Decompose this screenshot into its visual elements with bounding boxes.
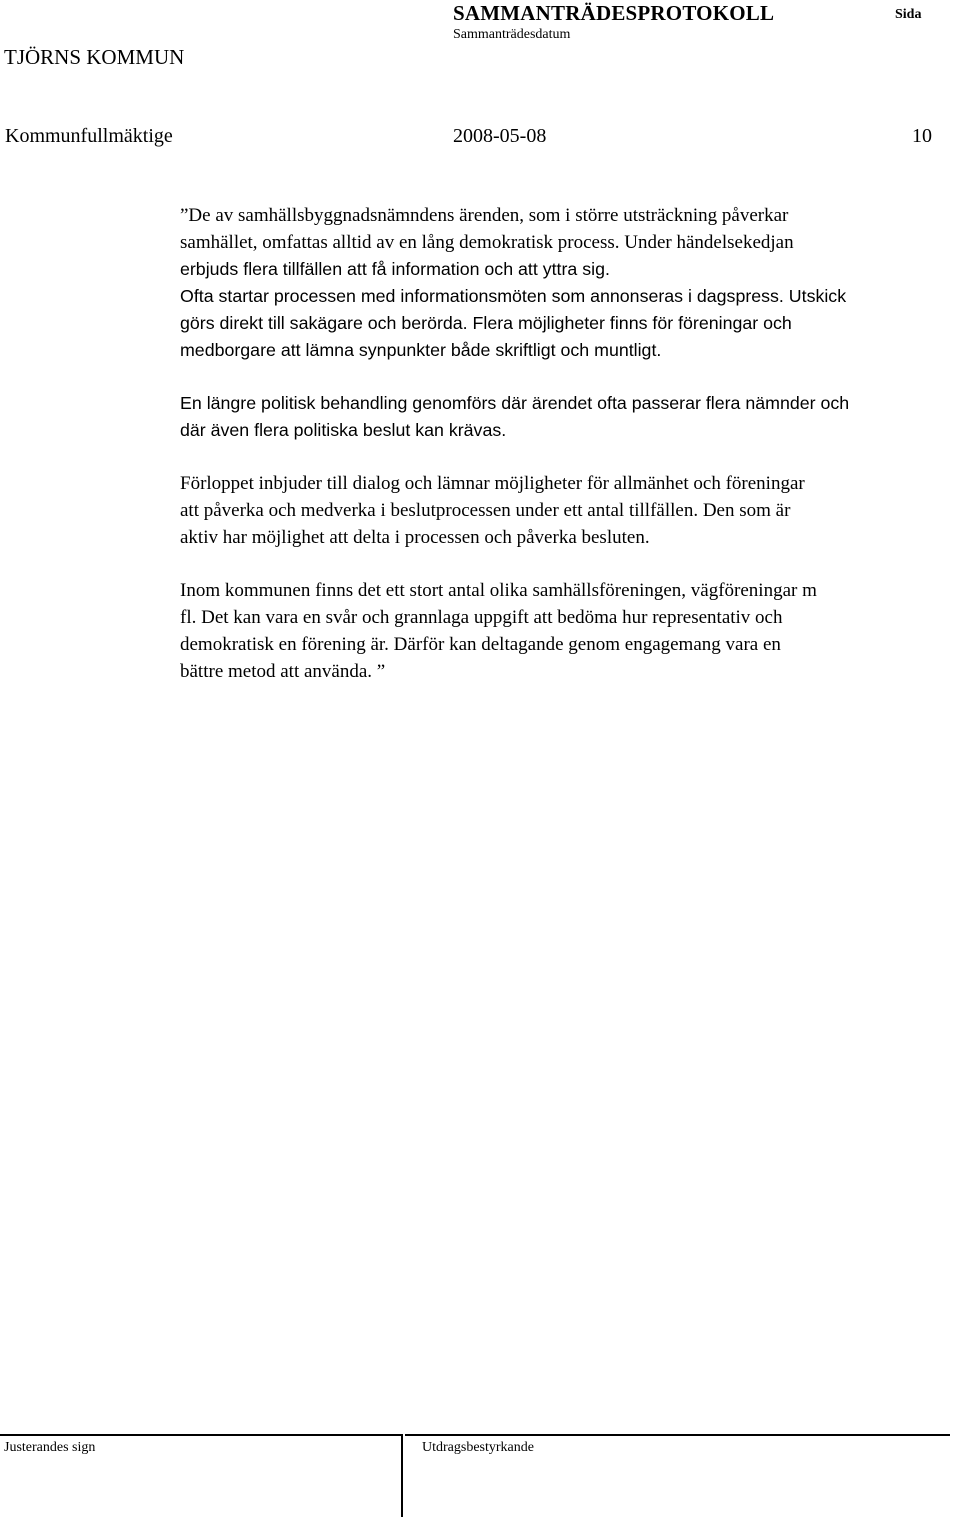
footer-rule [405,1434,950,1436]
text-line: fl. Det kan vara en svår och grannlaga uppgift att bedöma hur representativ och [180,607,783,628]
page-number: 10 [912,125,932,147]
text-line: erbjuds flera tillfällen att få information och att yttra sig. [180,259,610,279]
text-line: Förloppet inbjuder till dialog och lämnar möjligheter för allmänhet och föreningar [180,473,805,494]
meeting-body: Kommunfullmäktige [5,125,173,147]
text-line: demokratisk en förening är. Därför kan deltagande genom engagemang vara en [180,634,781,655]
meeting-date-label: Sammanträdesdatum [453,27,571,42]
text-line: görs direkt till sakägare och berörda. Flera möjligheter finns för föreningar och [180,313,792,333]
text-line: att påverka och medverka i beslutprocessen under ett antal tillfällen. Den som är [180,500,791,521]
paragraph [180,577,960,685]
text-line: samhället, omfattas alltid av en lång demokratisk process. Under händelsekedjan [180,232,794,253]
page-label: Sida [895,7,922,22]
paragraph [180,390,960,444]
signature-field-label: Justerandes sign [4,1440,96,1455]
text-line: En längre politisk behandling genomförs där ärendet ofta passerar flera nämnder och [180,393,850,413]
paragraph [180,202,960,364]
municipality-name: TJÖRNS KOMMUN [4,45,185,69]
text-line: där även flera politiska beslut kan krävas. [180,420,507,440]
text-line: Ofta startar processen med informationsmöten som annonseras i dagspress. Utskick [180,286,847,306]
document-body [180,202,960,711]
footer-rule [0,1434,402,1436]
text-line: Inom kommunen finns det ett stort antal olika samhällsföreningen, vägföreningar m [180,580,817,601]
meeting-date: 2008-05-08 [453,125,547,147]
text-line: bättre metod att använda. ” [180,661,386,682]
text-line: medborgare att lämna synpunkter både skriftligt och muntligt. [180,340,662,360]
paragraph [180,470,960,551]
footer-divider [401,1434,403,1517]
text-line: ”De av samhällsbyggnadsnämndens ärenden, som i större utsträckning påverkar [180,205,789,226]
text-line: aktiv har möjlighet att delta i processen och påverka besluten. [180,527,650,548]
certification-field-label: Utdragsbestyrkande [422,1440,534,1455]
document-title: SAMMANTRÄDESPROTOKOLL [453,1,775,25]
